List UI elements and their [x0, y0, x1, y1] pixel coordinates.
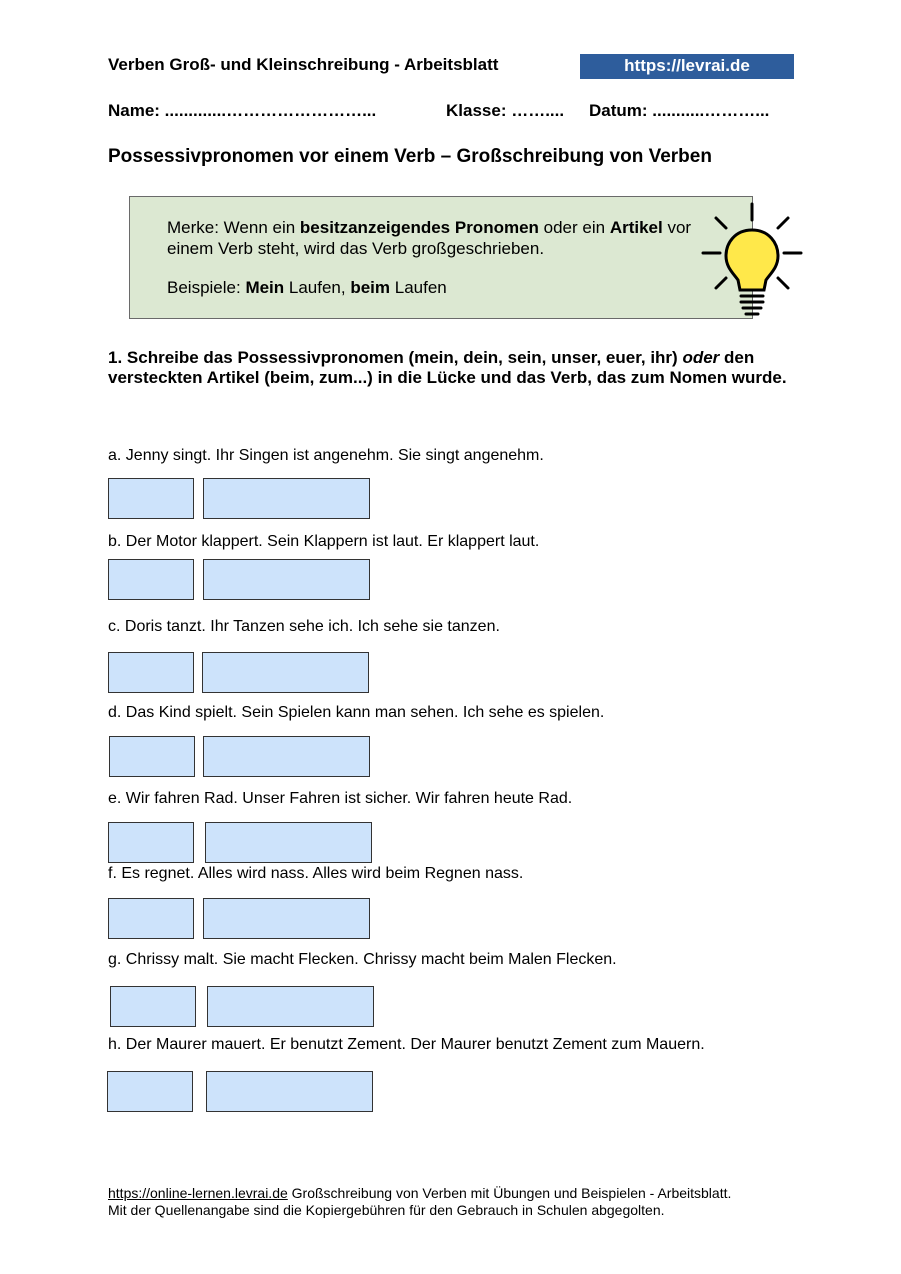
example-text-1: Laufen, [284, 278, 351, 297]
verb-answer-box[interactable] [203, 559, 370, 600]
merke-examples [167, 278, 447, 298]
verb-answer-box[interactable] [205, 822, 372, 863]
verb-answer-box[interactable] [203, 478, 370, 519]
verb-answer-box[interactable] [202, 652, 369, 693]
light-bulb-icon [700, 200, 804, 318]
example-bold-1: Mein [245, 278, 285, 297]
worksheet-title: Verben Groß- und Kleinschreibung - Arbeitsblatt [108, 55, 499, 74]
example-bold-2: beim [350, 278, 391, 297]
task-italic: oder [682, 348, 720, 367]
verb-answer-box[interactable] [206, 1071, 373, 1112]
merke-bold-1: besitzanzeigendes Pronomen [299, 218, 539, 237]
pronoun-answer-box[interactable] [108, 822, 194, 863]
exercise-item: h. Der Maurer mauert. Er benutzt Zement. Der Maurer benutzt Zement zum Mauern. [108, 1036, 705, 1053]
exercise-item: f. Es regnet. Alles wird nass. Alles wird beim Regnen nass. [108, 865, 524, 882]
merke-bold-2: Artikel [609, 218, 663, 237]
exercise-item: b. Der Motor klappert. Sein Klappern ist laut. Er klappert laut. [108, 533, 540, 550]
footer [108, 1185, 731, 1219]
task-text-1: 1. Schreibe das Possessivpronomen (mein, dein, sein, unser, euer, ihr) [108, 348, 683, 367]
pronoun-answer-box[interactable] [108, 898, 194, 939]
exercise-item: a. Jenny singt. Ihr Singen ist angenehm. Sie singt angenehm. [108, 447, 544, 464]
merke-text-1: Merke: Wenn ein [167, 218, 300, 237]
task-text-2: den versteckten Artikel (beim, zum...) in die Lücke und das Verb, das zum Nomen wurde. [108, 348, 787, 387]
footer-link[interactable]: https://online-lernen.levrai.de [108, 1185, 288, 1201]
datum-field: Datum: ...........………... [589, 101, 770, 120]
pronoun-answer-box[interactable] [108, 478, 194, 519]
merke-text-3: vor einem Verb steht, wird das Verb großgeschrieben. [167, 218, 692, 258]
site-badge[interactable]: https://levrai.de [580, 54, 794, 79]
pronoun-answer-box[interactable] [108, 559, 194, 600]
section-heading: Possessivpronomen vor einem Verb – Großschreibung von Verben [108, 146, 712, 167]
example-label: Beispiele: [167, 278, 246, 297]
footer-text-1: Großschreibung von Verben mit Übungen und Beispielen - Arbeitsblatt. [287, 1185, 732, 1201]
klasse-field: Klasse: …….... [446, 101, 565, 120]
verb-answer-box[interactable] [207, 986, 374, 1027]
task-instruction [108, 348, 788, 388]
pronoun-answer-box[interactable] [107, 1071, 193, 1112]
name-field: Name: .............……………………... [108, 101, 377, 120]
exercise-item: e. Wir fahren Rad. Unser Fahren ist sicher. Wir fahren heute Rad. [108, 790, 573, 807]
exercise-item: c. Doris tanzt. Ihr Tanzen sehe ich. Ich sehe sie tanzen. [108, 618, 500, 635]
exercise-item: d. Das Kind spielt. Sein Spielen kann man sehen. Ich sehe es spielen. [108, 704, 605, 721]
pronoun-answer-box[interactable] [109, 736, 195, 777]
verb-answer-box[interactable] [203, 736, 370, 777]
verb-answer-box[interactable] [203, 898, 370, 939]
footer-text-2: Mit der Quellenangabe sind die Kopiergebühren für den Gebrauch in Schulen abgegolten. [108, 1202, 665, 1218]
exercise-item: g. Chrissy malt. Sie macht Flecken. Chrissy macht beim Malen Flecken. [108, 951, 617, 968]
example-text-2: Laufen [390, 278, 447, 297]
pronoun-answer-box[interactable] [108, 652, 194, 693]
pronoun-answer-box[interactable] [110, 986, 196, 1027]
merke-rule [167, 217, 707, 259]
merke-box [129, 196, 753, 319]
merke-text-2: oder ein [538, 218, 610, 237]
